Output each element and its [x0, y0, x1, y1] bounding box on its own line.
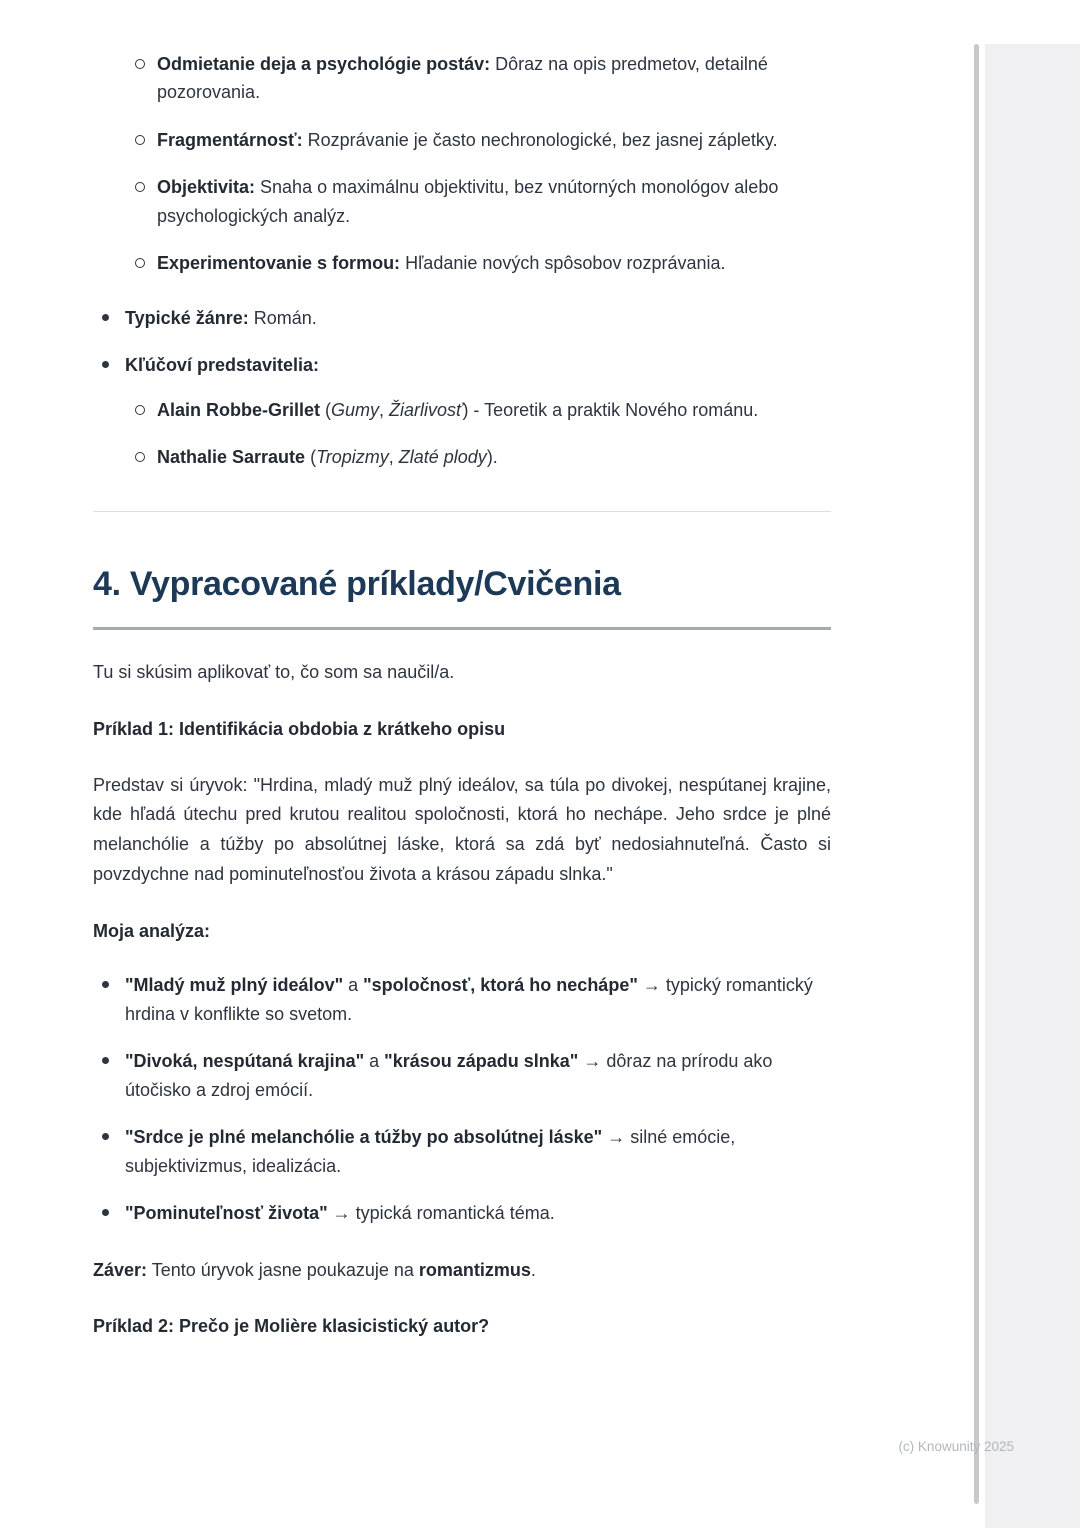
list-item [125, 249, 831, 277]
analysis-heading: Moja analýza: [93, 921, 211, 942]
list-item [125, 173, 831, 230]
genre-representatives-list [93, 304, 831, 472]
example1-heading: Príklad 1: Identifikácia obdobia z krátkeho opisu [93, 718, 506, 739]
list-item [93, 1199, 831, 1227]
feature-text: Experimentovanie s formou: Hľadanie nových spôsobov rozprávania. [157, 253, 726, 274]
feature-text: Objektivita: Snaha o maximálnu objektivitu, bez vnútorných monológov alebo psychologických analýz. [157, 177, 779, 226]
list-item [93, 971, 831, 1028]
list-item [93, 1123, 831, 1180]
new-novel-features-list [125, 50, 831, 278]
feature-text: Fragmentárnosť: Rozprávanie je často nechronologické, bez jasnej zápletky. [157, 129, 778, 150]
analysis-text: "Divoká, nespútaná krajina" a "krásou západu slnka" → dôraz na prírodu ako útočisko a zdroj emócií. [125, 1051, 773, 1100]
representatives-label: Kľúčoví predstavitelia: [125, 355, 319, 376]
example2-heading: Príklad 2: Prečo je Molière klasicistický autor? [93, 1315, 490, 1336]
analysis-text: "Mladý muž plný ideálov" a "spoločnosť, ktorá ho nechápe" → typický romantický hrdina v konflikte so svetom. [125, 975, 813, 1024]
representative-text: Alain Robbe-Grillet (Gumy, Žiarlivosť) - Teoretik a praktik Nového románu. [157, 399, 759, 420]
analysis-text: "Pominuteľnosť života" → typická romantická téma. [125, 1203, 555, 1224]
viewer-background [985, 44, 1080, 1528]
section-divider [93, 511, 831, 512]
analysis-text: "Srdce je plné melanchólie a túžby po absolútnej láske" → silné emócie, subjektivizmus, idealizácia. [125, 1127, 736, 1176]
conclusion-paragraph: Záver: Tento úryvok jasne poukazuje na romantizmus. [93, 1259, 536, 1280]
watermark-footer: (c) Knowunity 2025 [898, 1439, 1014, 1454]
analysis-list [93, 971, 831, 1227]
list-item [125, 396, 831, 424]
list-item [93, 1047, 831, 1104]
excerpt-paragraph: Predstav si úryvok: "Hrdina, mladý muž plný ideálov, sa túla po divokej, nespútanej krajine, kde hľadá útechu pred krutou realitou spoločnosti, ktorá ho nechápe. Jeho srdce je plné melanchólie a túžby po absolútnej láske, ktorá sa zdá byť nedosiahnuteľná. Často si povzdychne nad pominuteľnosťou života a krásou západu slnka." [93, 774, 831, 884]
genres-text: Typické žánre: Román. [125, 307, 317, 328]
section-heading: 4. Vypracované príklady/Cvičenia [93, 558, 831, 630]
list-item [125, 443, 831, 471]
representative-text: Nathalie Sarraute (Tropizmy, Zlaté plody). [157, 446, 498, 467]
list-item [93, 351, 831, 471]
document-content [93, 50, 831, 1340]
scrollbar-thumb[interactable] [974, 44, 979, 1504]
intro-paragraph: Tu si skúsim aplikovať to, čo som sa naučil/a. [93, 662, 455, 683]
list-item [93, 304, 831, 332]
list-item [125, 126, 831, 154]
feature-text: Odmietanie deja a psychológie postáv: Dôraz na opis predmetov, detailné pozorovania. [157, 54, 768, 103]
representatives-sublist [125, 396, 831, 472]
list-item [125, 50, 831, 107]
